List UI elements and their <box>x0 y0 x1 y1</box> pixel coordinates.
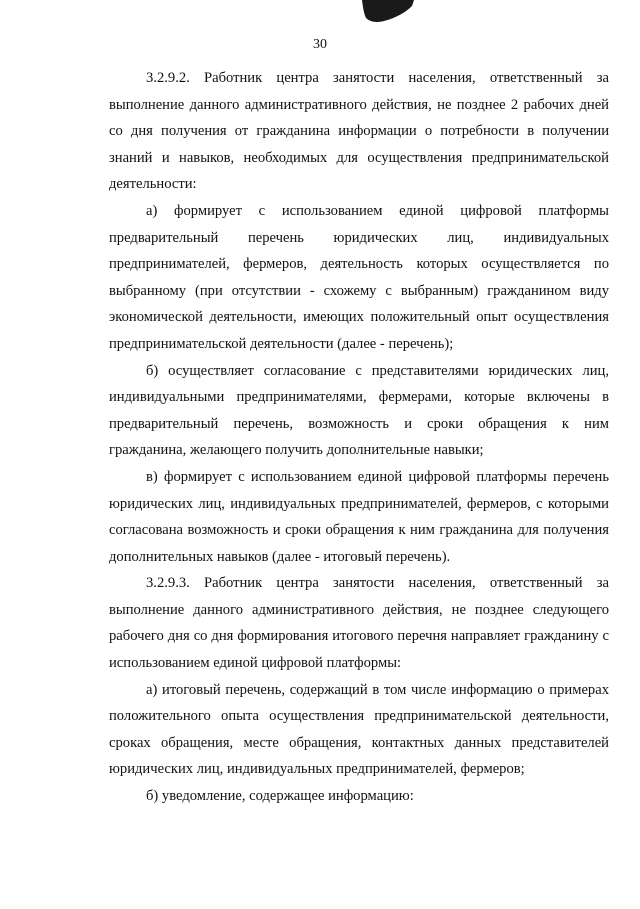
paragraph-item-a-2: а) итоговый перечень, содержащий в том числе информацию о примерах положительного опыта осуществления предпринимательской деятельности, сроках обращения, месте обращения, контактных данных представителей юридических лиц, индивидуальных предпринимателей, фермеров; <box>109 681 609 778</box>
page-number: 30 <box>313 37 327 52</box>
paragraph-item-b-2: б) уведомление, содержащее информацию: <box>146 788 414 805</box>
paragraph-item-b: б) осуществляет согласование с представителями юридических лиц, индивидуальными предпринимателями, фермерами, которые включены в предварительный перечень, возможность и сроки обращения к ним гражданина, желающего получить дополнительные навыки; <box>109 362 609 459</box>
scan-edge-mark <box>362 0 414 24</box>
paragraph-item-a: а) формирует с использованием единой цифровой платформы предварительный перечень юридических лиц, индивидуальных предпринимателей, фермеров, деятельность которых осуществляется по выбранному (при отсутствии - схожему с выбранным) гражданином виду экономической деятельности, имеющих положительный опыт осуществления предпринимательской деятельности (далее - перечень); <box>109 202 609 352</box>
paragraph-3-2-9-3: 3.2.9.3. Работник центра занятости населения, ответственный за выполнение данного административного действия, не позднее следующего рабочего дня со дня формирования итогового перечня направляет гражданину с использованием единой цифровой платформы: <box>109 575 609 672</box>
paragraph-3-2-9-2: 3.2.9.2. Работник центра занятости населения, ответственный за выполнение данного административного действия, не позднее 2 рабочих дней со дня получения от гражданина информации о потребности в получении знаний и навыков, необходимых для осуществления предпринимательской деятельности: <box>109 70 609 193</box>
document-body <box>109 65 609 810</box>
paragraph-item-v: в) формирует с использованием единой цифровой платформы перечень юридических лиц, индивидуальных предпринимателей, фермеров, с которыми согласована возможность и сроки обращения к ним гражданина для получения дополнительных навыков (далее - итоговый перечень). <box>109 468 609 565</box>
